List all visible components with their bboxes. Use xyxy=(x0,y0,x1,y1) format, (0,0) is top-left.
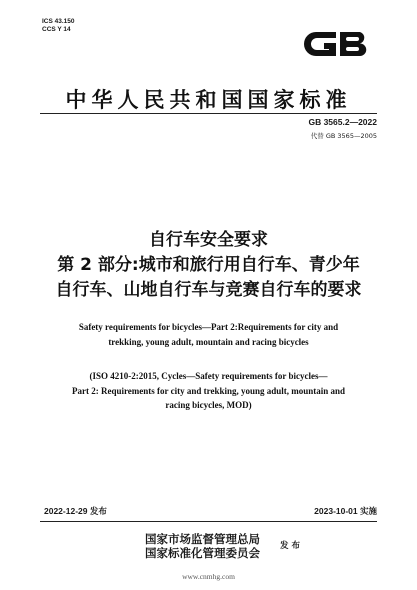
ccs-code: CCS Y 14 xyxy=(42,25,71,33)
replaces-standard: 代替 GB 3565—2005 xyxy=(310,132,377,140)
publish-label: 发布 xyxy=(280,541,304,551)
adoption-line-3: racing bicycles, MOD) xyxy=(165,400,252,410)
standard-type-title: 中华人民共和国国家标准 xyxy=(65,87,352,112)
adoption-note xyxy=(30,369,387,413)
issue-date: 2022-12-29 发布 xyxy=(44,506,107,516)
title-en-line-2: trekking, young adult, mountain and racing bicycles xyxy=(108,336,309,347)
adoption-line-2: Part 2: Requirements for city and trekking, young adult, mountain and xyxy=(71,385,346,396)
issuing-authorities xyxy=(145,532,260,560)
standard-number: GB 3565.2—2022 xyxy=(308,117,377,127)
issuer-line-1: 国家市场监督管理总局 xyxy=(145,532,260,546)
implementation-date: 2023-10-01 实施 xyxy=(314,506,377,516)
title-cn-line-3: 自行车、山地自行车与竞赛自行车的要求 xyxy=(55,280,362,300)
classification-codes xyxy=(42,18,75,33)
title-en xyxy=(30,320,387,349)
gb-logo xyxy=(302,26,372,62)
footer-divider xyxy=(40,521,377,522)
issuer-line-2: 国家标准化管理委员会 xyxy=(145,546,260,560)
watermark: www.cnmhg.com xyxy=(182,572,235,581)
title-cn-line-1: 自行车安全要求 xyxy=(149,230,268,250)
adoption-line-1: (ISO 4210-2:2015, Cycles—Safety requirements for bicycles— xyxy=(89,371,328,381)
title-cn-line-2: 第 2 部分:城市和旅行用自行车、青少年 xyxy=(57,255,360,275)
ics-code: ICS 43.150 xyxy=(42,18,75,25)
title-en-line-1: Safety requirements for bicycles—Part 2:Requirements for city and xyxy=(78,322,339,332)
header-divider xyxy=(40,113,377,114)
